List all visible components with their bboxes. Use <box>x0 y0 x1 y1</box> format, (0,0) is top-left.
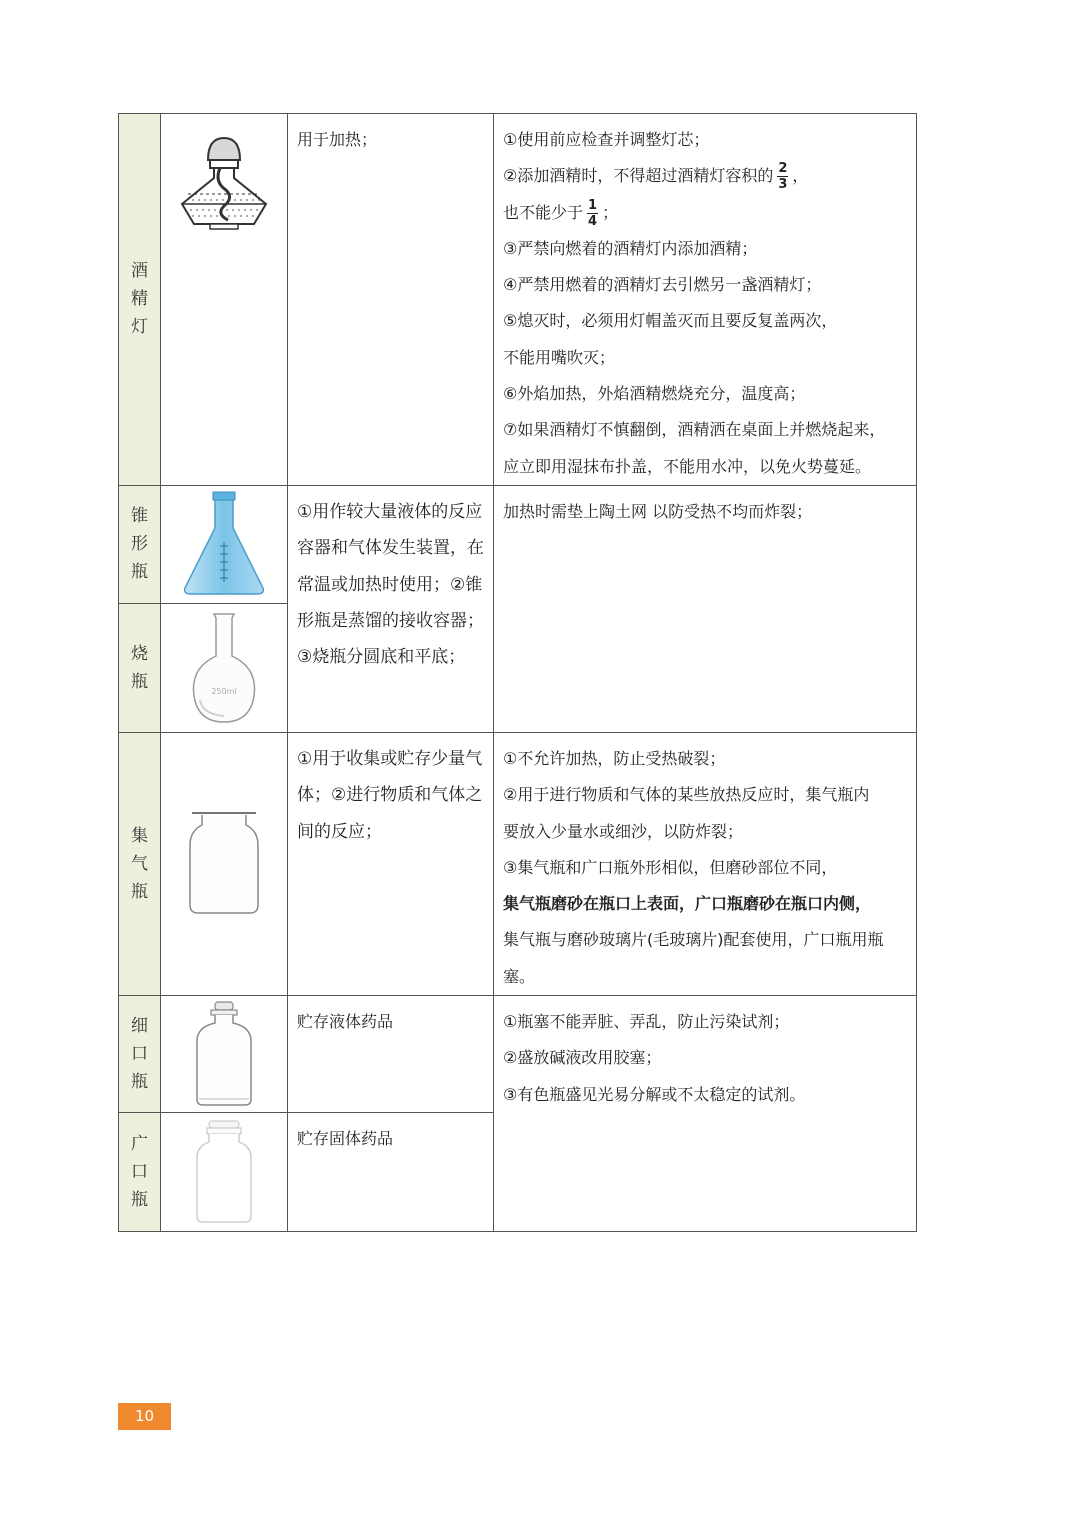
note-line: ④严禁用燃着的酒精灯去引燃另一盏酒精灯； <box>503 275 822 295</box>
name-cell <box>119 114 161 486</box>
note-line: 不能用嘴吹灭； <box>503 347 616 367</box>
note-line: ②用于进行物质和气体的某些放热反应时，集气瓶内 <box>503 785 870 805</box>
name-cell <box>119 1113 161 1232</box>
note-line-emphasis: 集气瓶磨砂在瓶口上表面，广口瓶磨砂在瓶口内侧， <box>503 894 872 914</box>
note-line: 要放入少量水或细沙，以防炸裂； <box>503 821 744 841</box>
image-cell <box>161 1113 288 1232</box>
name-cell <box>119 485 161 603</box>
apparatus-name-conical-flask: 锥形瓶 <box>131 506 148 583</box>
flask-volume-mark: 250ml <box>211 686 237 696</box>
note-line: ⑤熄灭时，必须用灯帽盖灭而且要反复盖两次， <box>503 311 838 331</box>
use-cell <box>288 732 494 995</box>
use-text: ①用作较大量液体的反应容器和气体发生装置，在常温或加热时使用；②锥形瓶是蒸馏的接收容器；③烧瓶分圆底和平底； <box>297 501 484 668</box>
use-text: 用于加热； <box>297 130 378 149</box>
table-row <box>119 485 917 603</box>
use-text: 贮存固体药品 <box>297 1129 394 1149</box>
alcohol-lamp-illustration <box>174 132 274 232</box>
apparatus-table <box>118 113 917 1232</box>
use-text: 贮存液体药品 <box>297 1012 394 1032</box>
fraction-one-quarter: $\frac{1}{4}$ <box>588 197 598 229</box>
note-line: ⑦如果酒精灯不慎翻倒，酒精洒在桌面上并燃烧起来， <box>503 420 886 440</box>
table-row <box>119 996 917 1113</box>
image-cell <box>161 485 288 603</box>
page-number-badge: 10 <box>118 1403 171 1430</box>
note-line: 应立即用湿抹布扑盖，不能用水冲，以免火势蔓延。 <box>503 456 872 476</box>
notes-cell <box>494 114 917 486</box>
gas-bottle-illustration <box>184 809 264 919</box>
notes-cell <box>494 485 917 732</box>
note-line: ⑥外焰加热，外焰酒精燃烧充分，温度高； <box>503 384 806 404</box>
apparatus-name-wide-bottle: 广口瓶 <box>131 1134 148 1211</box>
apparatus-name-gas-bottle: 集气瓶 <box>131 826 148 902</box>
apparatus-name-alcohol-lamp: 酒精灯 <box>131 261 148 338</box>
note-line: ③严禁向燃着的酒精灯内添加酒精； <box>503 238 758 258</box>
note-line: ③集气瓶和广口瓶外形相似，但磨砂部位不同， <box>503 857 838 877</box>
use-text: ①用于收集或贮存少量气体；②进行物质和气体之间的反应； <box>297 748 483 842</box>
note-line: ②添加酒精时，不得超过酒精灯容积的 $\frac{2}{3}$ ， <box>503 161 809 193</box>
note-line: ②盛放碱液改用胶塞； <box>503 1048 662 1068</box>
use-cell <box>288 114 494 486</box>
name-cell <box>119 732 161 995</box>
table-row <box>119 732 917 995</box>
round-flask-illustration <box>184 610 264 726</box>
image-cell <box>161 732 288 995</box>
image-cell <box>161 114 288 486</box>
name-cell <box>119 603 161 732</box>
note-line: ①不允许加热，防止受热破裂； <box>503 748 726 768</box>
use-cell <box>288 1113 494 1232</box>
wide-bottle-illustration <box>189 1118 259 1226</box>
note-line: ①瓶塞不能弄脏、弄乱，防止污染试剂； <box>503 1012 790 1032</box>
name-cell <box>119 996 161 1113</box>
note-line: 加热时需垫上陶土网 以防受热不均而炸裂； <box>503 501 813 521</box>
apparatus-name-narrow-bottle: 细口瓶 <box>131 1016 148 1093</box>
notes-cell <box>494 996 917 1232</box>
note-line: ③有色瓶盛见光易分解或不太稳定的试剂。 <box>503 1084 806 1104</box>
image-cell <box>161 603 288 732</box>
conical-flask-illustration <box>179 490 269 598</box>
note-line: 集气瓶与磨砂玻璃片(毛玻璃片)配套使用，广口瓶用瓶 <box>503 930 884 950</box>
note-line: 也不能少于 $\frac{1}{4}$ ； <box>503 197 619 229</box>
use-cell <box>288 996 494 1113</box>
note-line: ①使用前应检查并调整灯芯； <box>503 130 710 149</box>
note-line: 塞。 <box>503 966 536 986</box>
use-cell <box>288 485 494 732</box>
table-row <box>119 114 917 486</box>
apparatus-name-round-flask: 烧瓶 <box>131 643 148 692</box>
image-cell <box>161 996 288 1113</box>
fraction-two-thirds: $\frac{2}{3}$ <box>778 161 788 193</box>
narrow-bottle-illustration <box>189 999 259 1109</box>
notes-cell <box>494 732 917 995</box>
